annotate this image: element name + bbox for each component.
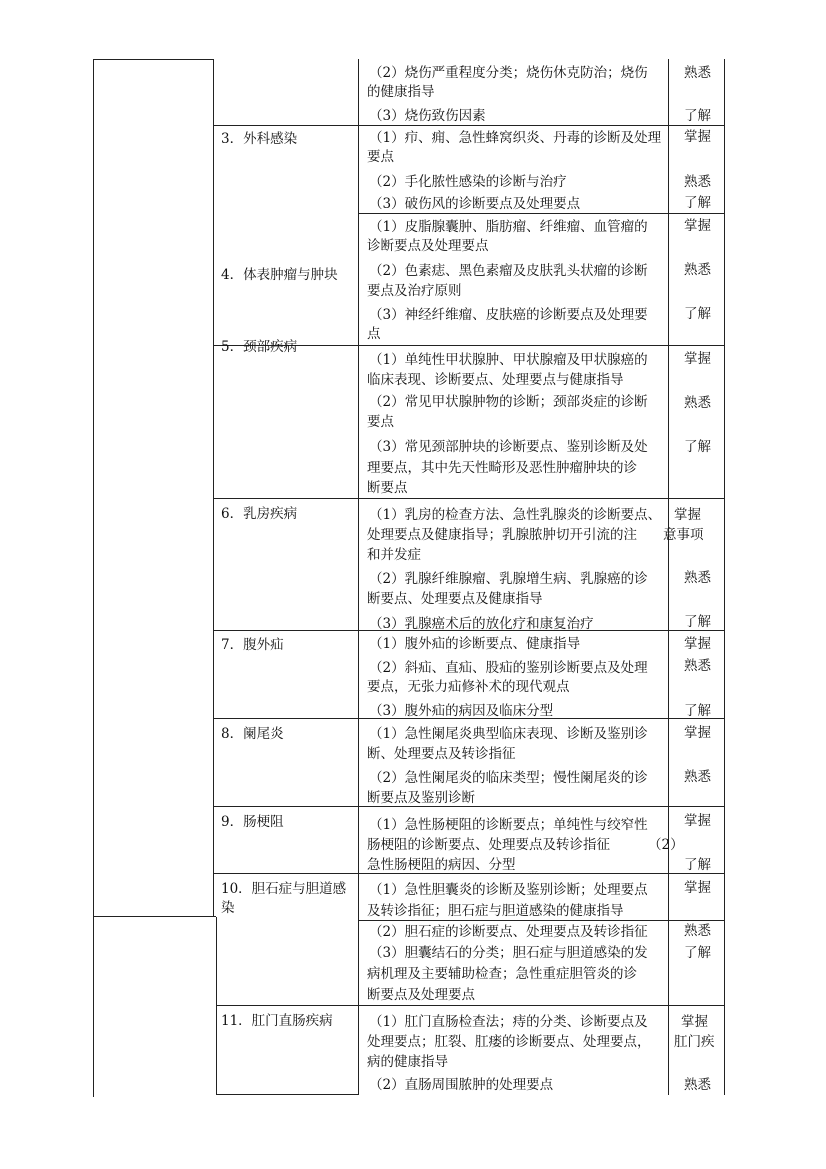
level-understand: 了解 xyxy=(684,857,711,873)
level-understand: 了解 xyxy=(684,945,711,961)
content-line: （3）腹外疝的病因及临床分型 xyxy=(369,703,554,719)
topic-title: 8．阑尾炎 xyxy=(221,726,284,742)
content-line: （2）色素痣、黑色素瘤及皮肤乳头状瘤的诊断 xyxy=(369,263,648,279)
border xyxy=(213,59,214,917)
level-master: 掌握 xyxy=(684,636,711,652)
border xyxy=(93,916,216,917)
content-line: 断要点及鉴别诊断 xyxy=(367,790,475,806)
content-line: （2）烧伤严重程度分类；烧伤休克防治；烧伤 xyxy=(369,65,648,81)
content-line: （2）直肠周围脓肿的处理要点 xyxy=(369,1077,554,1093)
level-familiar: 熟悉 xyxy=(684,65,711,81)
content-line: 诊断要点及处理要点 xyxy=(367,238,489,254)
border xyxy=(213,498,725,499)
level-familiar: 熟悉 xyxy=(684,570,711,586)
topic-title: 5．颈部疾病 xyxy=(221,339,298,355)
level-master: 掌握 xyxy=(684,813,711,829)
topic-title: 10．胆石症与胆道感 xyxy=(221,881,347,897)
content-line: 肠梗阻的诊断要点、处理要点及转诊指征 xyxy=(367,837,610,853)
border xyxy=(724,59,725,1095)
level-familiar: 熟悉 xyxy=(684,923,711,939)
content-line: （2）常见甲状腺肿物的诊断；颈部炎症的诊断 xyxy=(369,394,648,410)
topic-title: 4．体表肿瘤与肿块 xyxy=(221,267,338,283)
level-understand: 了解 xyxy=(684,439,711,455)
content-line: （3）胆囊结石的分类；胆石症与胆道感染的发 xyxy=(369,945,648,961)
content-line: （1）急性胆囊炎的诊断及鉴别诊断；处理要点 xyxy=(369,882,648,898)
level-understand: 了解 xyxy=(684,614,711,630)
level-understand: 了解 xyxy=(684,108,711,124)
content-line: 的健康指导 xyxy=(367,84,435,100)
topic-title: 染 xyxy=(221,900,235,916)
content-line: 要点 xyxy=(367,414,394,430)
content-line: 和并发症 xyxy=(367,547,421,563)
content-line: 断要点 xyxy=(367,480,408,496)
content-line: （1）急性阑尾炎典型临床表现、诊断及鉴别诊 xyxy=(369,726,648,742)
content-line: （3）乳腺癌术后的放化疗和康复治疗 xyxy=(369,616,594,632)
content-line: 理要点，其中先天性畸形及恶性肿瘤肿块的诊 xyxy=(367,460,637,476)
topic-title: 7．腹外疝 xyxy=(221,637,284,653)
border xyxy=(358,59,359,1095)
content-line: （2）胆石症的诊断要点、处理要点及转诊指征 xyxy=(369,924,648,940)
border xyxy=(668,59,669,1095)
level-master: 掌握 xyxy=(684,129,711,145)
level-familiar: 熟悉 xyxy=(684,174,711,190)
content-line: （2）急性阑尾炎的临床类型；慢性阑尾炎的诊 xyxy=(369,770,648,786)
content-line: （1）急性肠梗阻的诊断要点；单纯性与绞窄性 xyxy=(369,817,648,833)
content-line: （2）斜疝、直疝、股疝的鉴别诊断要点及处理 xyxy=(369,660,648,676)
level-master: 掌握 xyxy=(684,725,711,741)
border xyxy=(216,1094,358,1095)
level-master: 掌握 xyxy=(684,880,711,896)
content-line: （3）神经纤维瘤、皮肤癌的诊断要点及处理要 xyxy=(369,307,648,323)
topic-title: 11．肛门直肠疾病 xyxy=(221,1013,333,1029)
content-line: 断要点及处理要点 xyxy=(367,987,475,1003)
topic-title: 3．外科感染 xyxy=(221,131,298,147)
content-line: 要点，无张力疝修补术的现代观点 xyxy=(367,679,570,695)
content-line: 及转诊指征；胆石症与胆道感染的健康指导 xyxy=(367,903,624,919)
border xyxy=(93,917,94,1097)
content-line: （3）常见颈部肿块的诊断要点、鉴别诊断及处 xyxy=(369,439,648,455)
content-line: （1）乳房的检查方法、急性乳腺炎的诊断要点、 xyxy=(369,507,662,523)
content-line: （1）疖、痈、急性蜂窝织炎、丹毒的诊断及处理 xyxy=(369,130,662,146)
content-line: 点 xyxy=(367,326,381,342)
level-familiar: 熟悉 xyxy=(684,262,711,278)
level-understand: 了解 xyxy=(684,306,711,322)
content-line: （1）肛门直肠检查法；痔的分类、诊断要点及 xyxy=(369,1014,648,1030)
content-line: （2） xyxy=(648,837,684,853)
content-line: 处理要点及健康指导；乳腺脓肿切开引流的注 xyxy=(367,527,637,543)
content-line: 病的健康指导 xyxy=(367,1054,448,1070)
content-line: 处理要点；肛裂、肛瘘的诊断要点、处理要点， xyxy=(367,1034,651,1050)
content-line: 断、处理要点及转诊指征 xyxy=(367,746,516,762)
border xyxy=(93,59,213,60)
content-line: （1）皮脂腺囊肿、脂肪瘤、纤维瘤、血管瘤的 xyxy=(369,219,648,235)
level-familiar: 熟悉 xyxy=(684,1077,711,1093)
content-line: 断要点、处理要点及健康指导 xyxy=(367,591,543,607)
level-extra: 肛门疾 xyxy=(674,1034,715,1050)
content-line: 临床表现、诊断要点、处理要点与健康指导 xyxy=(367,372,624,388)
content-line: （1）腹外疝的诊断要点、健康指导 xyxy=(369,636,581,652)
level-master: 掌握 xyxy=(674,507,701,523)
content-line: （1）单纯性甲状腺肿、甲状腺瘤及甲状腺癌的 xyxy=(369,352,648,368)
level-master: 掌握 xyxy=(684,218,711,234)
level-master: 掌握 xyxy=(681,1014,708,1030)
level-familiar: 熟悉 xyxy=(684,658,711,674)
content-line: （2）乳腺纤维腺瘤、乳腺增生病、乳腺癌的诊 xyxy=(369,571,648,587)
content-line: 急性肠梗阻的病因、分型 xyxy=(367,857,516,873)
level-understand: 了解 xyxy=(684,703,711,719)
topic-title: 6．乳房疾病 xyxy=(221,506,298,522)
level-familiar: 熟悉 xyxy=(684,769,711,785)
content-line: 意事项 xyxy=(663,527,704,543)
level-familiar: 熟悉 xyxy=(684,395,711,411)
border xyxy=(93,59,94,917)
content-line: （2）手化脓性感染的诊断与治疗 xyxy=(369,174,567,190)
level-understand: 了解 xyxy=(684,195,711,211)
content-line: 要点 xyxy=(367,149,394,165)
level-master: 掌握 xyxy=(684,351,711,367)
border xyxy=(216,917,217,1095)
content-line: 要点及治疗原则 xyxy=(367,283,462,299)
content-line: （3）破伤风的诊断要点及处理要点 xyxy=(369,196,581,212)
topic-title: 9．肠梗阻 xyxy=(221,814,284,830)
content-line: 病机理及主要辅助检查；急性重症胆管炎的诊 xyxy=(367,966,637,982)
content-line: （3）烧伤致伤因素 xyxy=(369,108,486,124)
